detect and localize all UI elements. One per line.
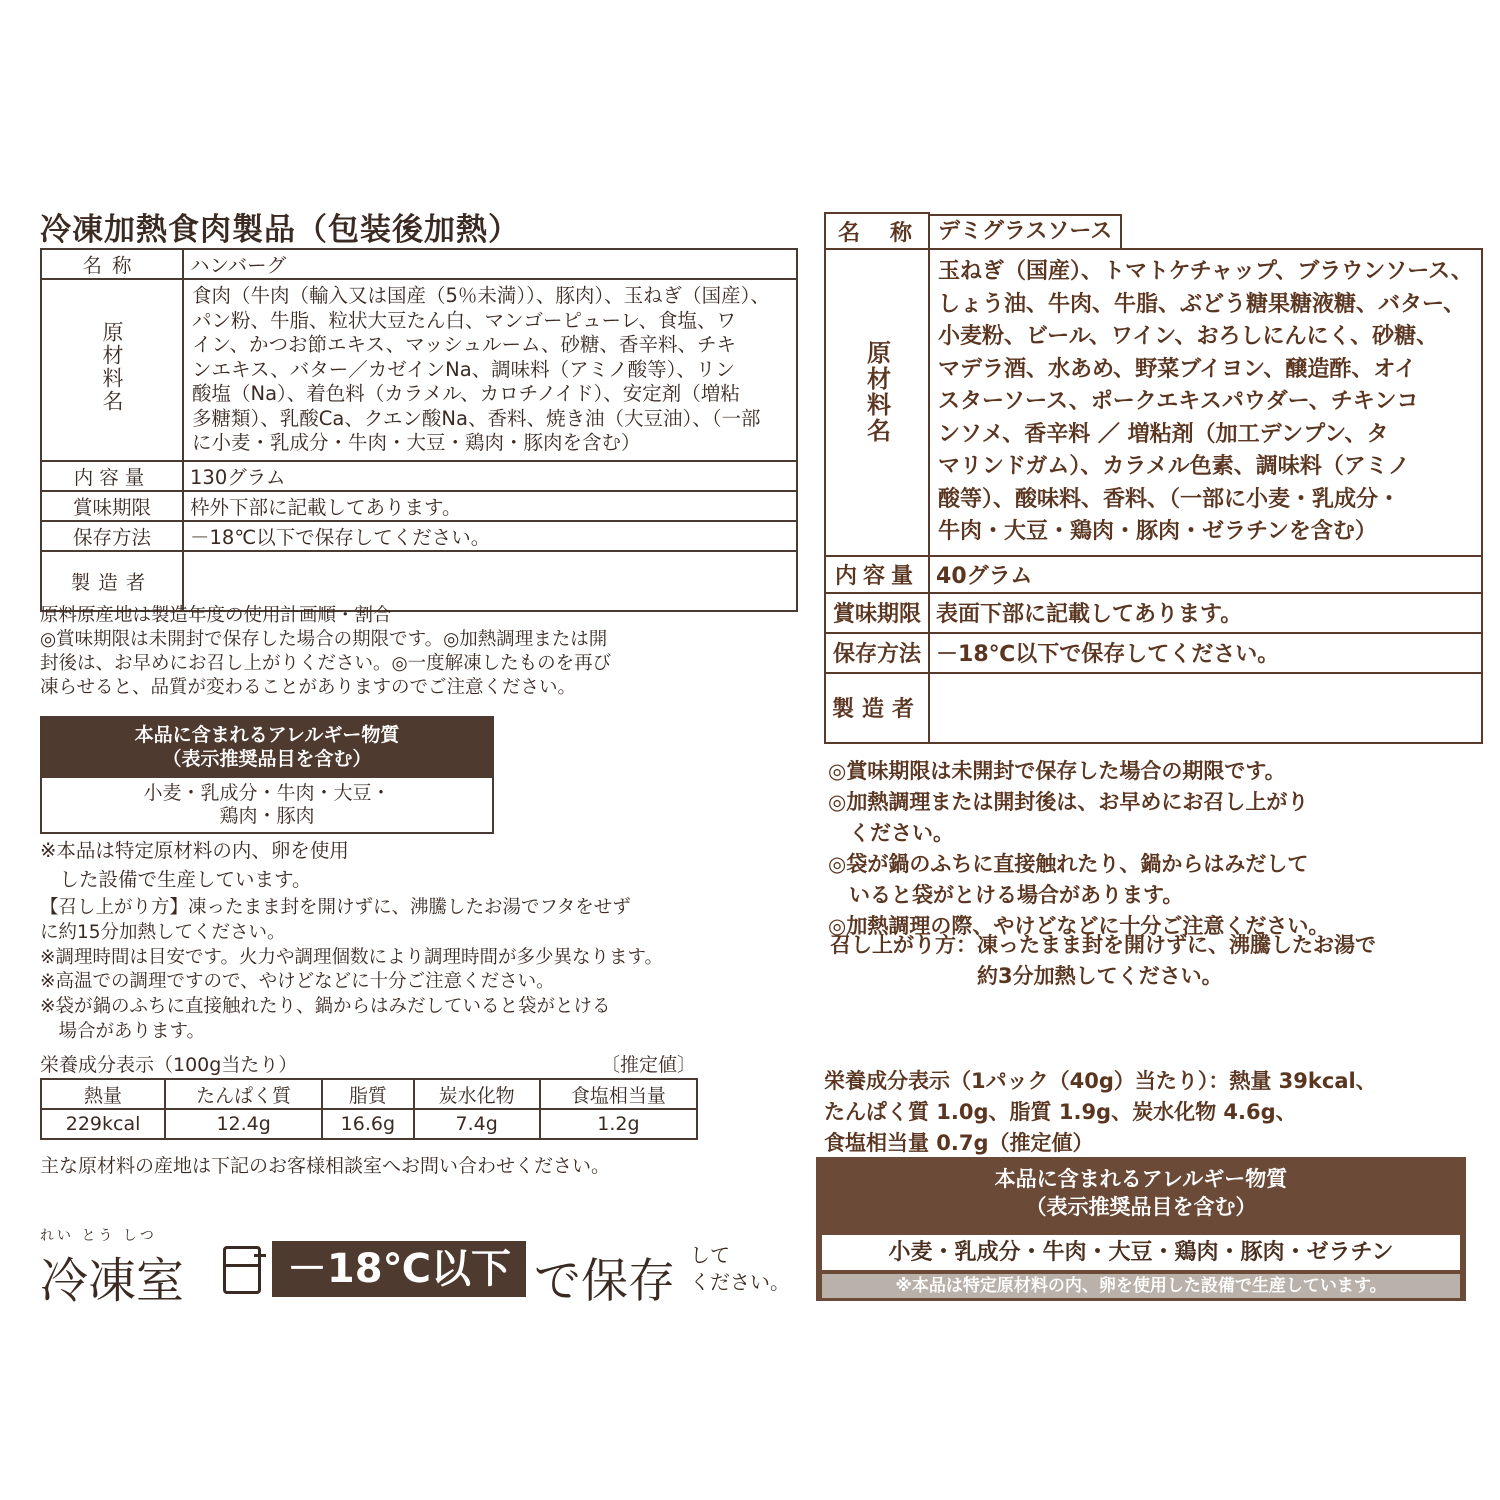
left-expiry-label: 賞味期限 bbox=[41, 491, 183, 521]
nutrition-value: 12.4g bbox=[165, 1109, 322, 1139]
freezer-icon bbox=[223, 1246, 261, 1294]
allergy-head-line: 本品に含まれるアレルギー物質 bbox=[994, 1167, 1288, 1191]
note-line: 封後は、お早めにお召し上がりください。◎一度解凍したものを再び bbox=[40, 653, 612, 674]
freezer-save-small bbox=[690, 1242, 790, 1296]
right-allergy-box bbox=[816, 1157, 1466, 1301]
left-expiry-row bbox=[41, 491, 797, 521]
nutrition-header-row bbox=[41, 1079, 697, 1109]
note-line: 原料原産地は製造年度の使用計画順・割合 bbox=[40, 605, 392, 626]
egg-note-line: した設備で生産しています。 bbox=[40, 868, 312, 891]
note-line: ◎加熱調理の際、やけどなどに十分ご注意ください。 bbox=[828, 914, 1330, 938]
nutrition-value-row bbox=[41, 1109, 697, 1139]
left-cooking-instructions bbox=[40, 896, 663, 1045]
allergy-head-line: （表示推奨品目を含む） bbox=[1025, 1195, 1257, 1219]
left-allergy-header bbox=[42, 718, 492, 778]
left-bottom-note: 主な原材料の産地は下記のお客様相談室へお問い合わせください。 bbox=[40, 1155, 611, 1177]
left-name-row bbox=[41, 249, 797, 279]
ingredient-line: マデラ酒、水あめ、野菜ブイヨン、醸造酢、オイ bbox=[938, 356, 1417, 382]
right-ingredients-label-cell bbox=[825, 249, 929, 556]
left-egg-note bbox=[40, 836, 349, 894]
allergy-head-line: 本品に含まれるアレルギー物質 bbox=[134, 724, 400, 746]
ingredient-line: マリンドガム）、カラメル色素、調味料（アミノ bbox=[938, 454, 1410, 479]
left-notes bbox=[40, 604, 611, 700]
ingredient-line: 牛肉・大豆・鶏肉・豚肉・ゼラチンを含む） bbox=[938, 519, 1377, 544]
nutrition-value: 229kcal bbox=[41, 1109, 165, 1139]
left-ingredients-value bbox=[183, 279, 797, 461]
right-notes bbox=[828, 756, 1329, 942]
ingredient-line: 多糖類）、乳酸Ca、クエン酸Na、香料、焼き油（大豆油）、（一部 bbox=[192, 406, 761, 430]
right-allergy-list: 小麦・乳成分・牛肉・大豆・鶏肉・豚肉・ゼラチン bbox=[822, 1235, 1460, 1270]
right-cooking-instructions bbox=[830, 930, 1376, 992]
right-allergy-footnote: ※本品は特定原材料の内、卵を使用した設備で生産しています。 bbox=[822, 1274, 1460, 1298]
right-maker-label: 製造者 bbox=[825, 673, 929, 743]
left-nutrition-heading bbox=[40, 1050, 696, 1077]
nutrition-header: 脂質 bbox=[322, 1079, 413, 1109]
how-line: ※袋が鍋のふちに直接触れたり、鍋からはみだしていると袋がとける bbox=[40, 996, 611, 1018]
nutrition-value: 1.2g bbox=[540, 1109, 697, 1139]
egg-note-line: ※本品は特定原材料の内、卵を使用 bbox=[40, 839, 349, 862]
right-ingredients-row bbox=[825, 249, 1482, 556]
ingredient-line: しょう油、牛肉、牛脂、ぶどう糖果糖液糖、バター、 bbox=[938, 291, 1466, 317]
how-line: 場合があります。 bbox=[40, 1020, 206, 1042]
nutrition-header: 食塩相当量 bbox=[540, 1079, 697, 1109]
how-line: 召し上がり方：凍ったまま封を開けずに、沸騰したお湯で bbox=[830, 933, 1376, 957]
save-small-line: ください。 bbox=[690, 1270, 790, 1294]
ingredient-line: 酸塩（Na）、着色料（カラメル、カロチノイド）、安定剤（増粘 bbox=[192, 382, 740, 405]
right-info-table bbox=[824, 212, 1483, 744]
right-maker-row bbox=[825, 673, 1482, 743]
nutrition-line: たんぱく質 1.0g、脂質 1.9g、炭水化物 4.6g、 bbox=[824, 1100, 1297, 1124]
nutrition-title: 栄養成分表示（100g当たり） bbox=[40, 1054, 298, 1076]
right-content-row bbox=[825, 556, 1482, 593]
right-storage-row bbox=[825, 633, 1482, 673]
ingredient-line: スターソース、ポークエキスパウダー、チキンコ bbox=[938, 389, 1419, 414]
nutrition-line: 栄養成分表示（1パック（40g）当たり）：熱量 39kcal、 bbox=[824, 1069, 1377, 1093]
nutrition-line: 食塩相当量 0.7g（推定値） bbox=[824, 1131, 1094, 1155]
ingredient-line: 酸等）、酸味料、香料、（一部に小麦・乳成分・ bbox=[938, 486, 1401, 512]
allergy-head-line: （表示推奨品目を含む） bbox=[162, 748, 372, 770]
right-name-value: デミグラスソース bbox=[928, 214, 1122, 248]
note-line: ◎賞味期限は未開封で保存した場合の期限です。◎加熱調理または開 bbox=[40, 629, 608, 650]
ingredient-line: イン、かつお節エキス、マッシュルーム、砂糖、香辛料、チキ bbox=[192, 333, 737, 356]
nutrition-header: 熱量 bbox=[41, 1079, 165, 1109]
left-maker-row bbox=[41, 551, 797, 611]
left-nutrition-table bbox=[40, 1078, 698, 1140]
how-line: 【召し上がり方】凍ったまま封を開けずに、沸騰したお湯でフタをせず bbox=[40, 897, 631, 918]
left-expiry-value: 枠外下部に記載してあります。 bbox=[183, 491, 797, 521]
left-name-value: ハンバーグ bbox=[183, 249, 797, 279]
note-line: 凍らせると、品質が変わることがありますのでご注意ください。 bbox=[40, 677, 576, 698]
nutrition-estimate-note: 〔推定値〕 bbox=[600, 1054, 696, 1076]
left-ingredients-label: 原材料名 bbox=[100, 321, 124, 414]
freezer-room-text: 冷凍室 bbox=[40, 1253, 185, 1309]
ingredient-line: に小麦・乳成分・牛肉・大豆・鶏肉・豚肉を含む） bbox=[192, 431, 641, 454]
left-label-title: 冷凍加熱食肉製品（包装後加熱） bbox=[40, 212, 520, 248]
left-maker-label: 製造者 bbox=[41, 551, 183, 611]
ingredient-line: パン粉、牛脂、粒状大豆たん白、マンゴーピューレ、食塩、ワ bbox=[192, 308, 737, 332]
ingredient-line: 食肉（牛肉（輸入又は国産（5％未満））、豚肉）、玉ねぎ（国産）、 bbox=[192, 284, 770, 307]
allergy-body-line: 鶏肉・豚肉 bbox=[219, 805, 315, 827]
right-expiry-label: 賞味期限 bbox=[825, 593, 929, 633]
ingredient-line: ンソメ、香辛料 ／ 増粘剤（加工デンプン、タ bbox=[938, 421, 1389, 447]
how-line: に約15分加熱してください。 bbox=[40, 921, 286, 943]
right-ingredients-label: 原材料名 bbox=[862, 340, 891, 444]
left-info-table bbox=[40, 248, 798, 612]
left-allergy-body bbox=[42, 778, 492, 832]
right-storage-value: －18℃以下で保存してください。 bbox=[929, 633, 1482, 673]
left-storage-row bbox=[41, 521, 797, 551]
right-expiry-row bbox=[825, 593, 1482, 633]
note-line: ◎加熱調理または開封後は、お早めにお召し上がり bbox=[828, 790, 1309, 814]
right-expiry-value: 表面下部に記載してあります。 bbox=[929, 593, 1482, 633]
left-ingredients-label-cell bbox=[41, 279, 183, 461]
note-line: ◎袋が鍋のふちに直接触れたり、鍋からはみだして bbox=[828, 852, 1309, 876]
left-content-row bbox=[41, 461, 797, 491]
left-maker-value bbox=[183, 551, 797, 611]
right-name-label: 名 称 bbox=[825, 213, 929, 249]
right-content-value: 40グラム bbox=[929, 556, 1482, 593]
right-name-value-cell bbox=[929, 213, 1482, 249]
freezer-temperature-badge: －18℃以下 bbox=[272, 1241, 526, 1297]
right-storage-label: 保存方法 bbox=[825, 633, 929, 673]
nutrition-value: 16.6g bbox=[322, 1109, 413, 1139]
left-content-label: 内容量 bbox=[41, 461, 183, 491]
left-content-value: 130グラム bbox=[183, 461, 797, 491]
how-line: 約3分加熱してください。 bbox=[830, 964, 1223, 988]
note-line: ◎賞味期限は未開封で保存した場合の期限です。 bbox=[828, 759, 1286, 783]
left-name-label: 名称 bbox=[41, 249, 183, 279]
left-storage-label: 保存方法 bbox=[41, 521, 183, 551]
left-allergy-box bbox=[40, 716, 494, 834]
note-line: ください。 bbox=[828, 821, 954, 845]
freezer-save-text: で保存 bbox=[534, 1254, 675, 1309]
ingredient-line: ンエキス、バター／カゼインNa、調味料（アミノ酸等）、リン bbox=[192, 357, 735, 381]
ingredient-line: 小麦粉、ビール、ワイン、おろしにんにく、砂糖、 bbox=[938, 324, 1439, 349]
freezer-ruby: れい とう しつ bbox=[40, 1228, 157, 1244]
right-allergy-header bbox=[816, 1157, 1466, 1225]
note-line: いると袋がとける場合があります。 bbox=[828, 883, 1184, 907]
nutrition-header: 炭水化物 bbox=[414, 1079, 540, 1109]
right-content-label: 内容量 bbox=[825, 556, 929, 593]
allergy-body-line: 小麦・乳成分・牛肉・大豆・ bbox=[143, 782, 391, 804]
save-small-line: して bbox=[690, 1243, 730, 1267]
how-line: ※高温での調理ですので、やけどなどに十分ご注意ください。 bbox=[40, 971, 555, 993]
right-name-row bbox=[825, 213, 1482, 249]
how-line: ※調理時間は目安です。火力や調理個数により調理時間が多少異なります。 bbox=[40, 946, 664, 968]
right-nutrition bbox=[824, 1066, 1377, 1159]
left-storage-value: －18℃以下で保存してください。 bbox=[183, 521, 797, 551]
nutrition-value: 7.4g bbox=[414, 1109, 540, 1139]
left-ingredients-row bbox=[41, 279, 797, 461]
right-ingredients-value bbox=[929, 249, 1482, 556]
right-maker-value bbox=[929, 673, 1482, 743]
nutrition-header: たんぱく質 bbox=[165, 1079, 322, 1109]
ingredient-line: 玉ねぎ（国産）、トマトケチャップ、ブラウンソース、 bbox=[938, 259, 1473, 284]
